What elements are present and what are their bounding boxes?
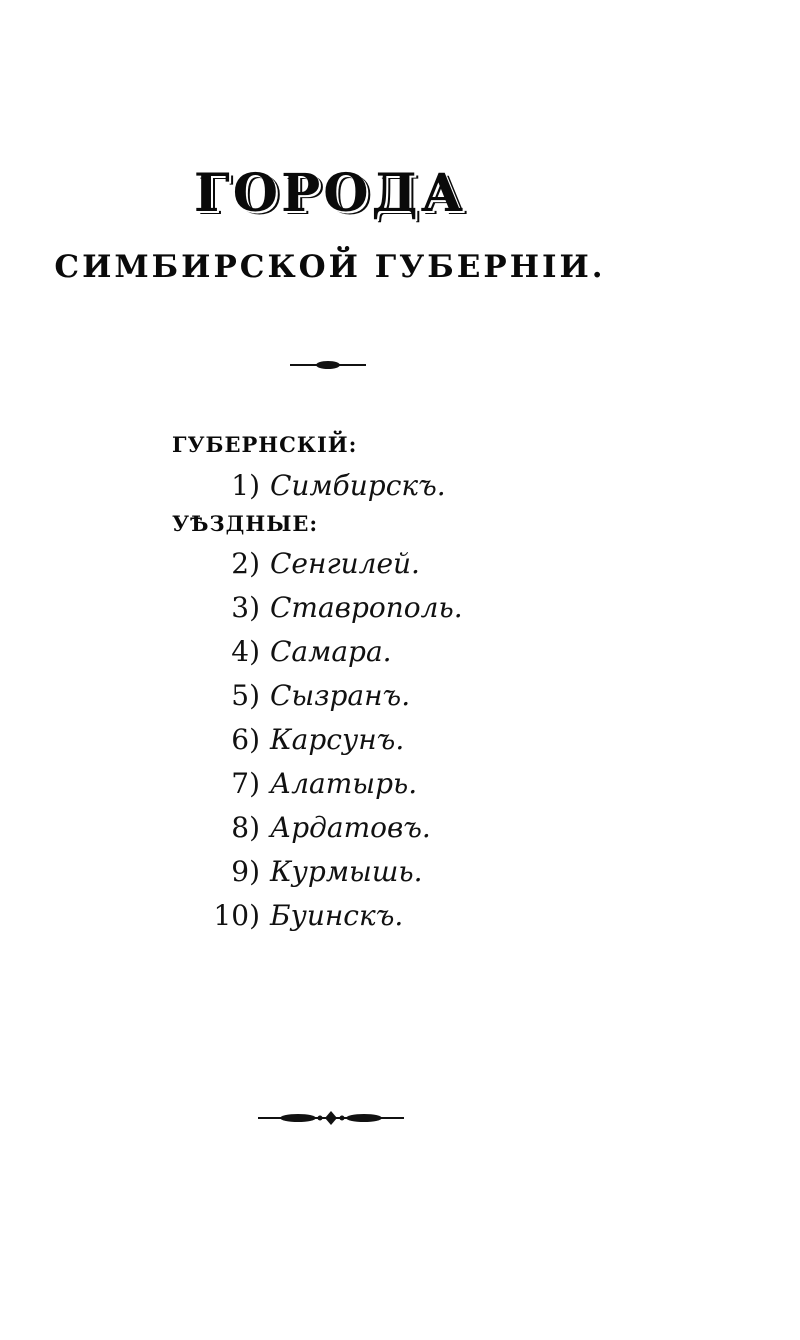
item-number: 2) [231,547,260,580]
item-number: 7) [231,767,260,800]
item-number: 9) [231,855,260,888]
page-subtitle: СИМБИРСКОЙ ГУБЕРНІИ. [54,249,606,285]
list-item [0,852,640,892]
list-item [0,466,640,506]
item-city: Ардатовъ. [270,811,431,844]
item-number: 1) [231,469,260,502]
item-city: Буинскъ. [270,899,404,932]
ornament-divider-top [290,358,366,372]
list-item [0,676,640,716]
page-title: ГОРОДА [193,163,467,224]
item-city: Курмышь. [270,855,423,888]
item-number: 6) [231,723,260,756]
item-city: Алатырь. [270,767,418,800]
section-label-guberniya: ГУБЕРНСКІЙ: [172,432,358,457]
section-label-uezd: УѢЗДНЫЕ: [172,511,319,536]
list-item [0,632,640,672]
item-city: Сызранъ. [270,679,411,712]
item-city: Карсунъ. [270,723,405,756]
item-city: Ставрополь. [270,591,463,624]
item-number: 5) [231,679,260,712]
list-item [0,896,640,936]
item-city: Самара. [270,635,392,668]
item-number: 4) [231,635,260,668]
list-item [0,808,640,848]
ornament-divider-bottom [258,1108,404,1128]
list-item [0,720,640,760]
list-item [0,544,640,584]
list-item [0,588,640,628]
item-city: Сенгилей. [270,547,420,580]
item-number: 3) [231,591,260,624]
item-number: 10) [213,899,260,932]
item-city: Симбирскъ. [270,469,446,502]
item-number: 8) [231,811,260,844]
list-item [0,764,640,804]
